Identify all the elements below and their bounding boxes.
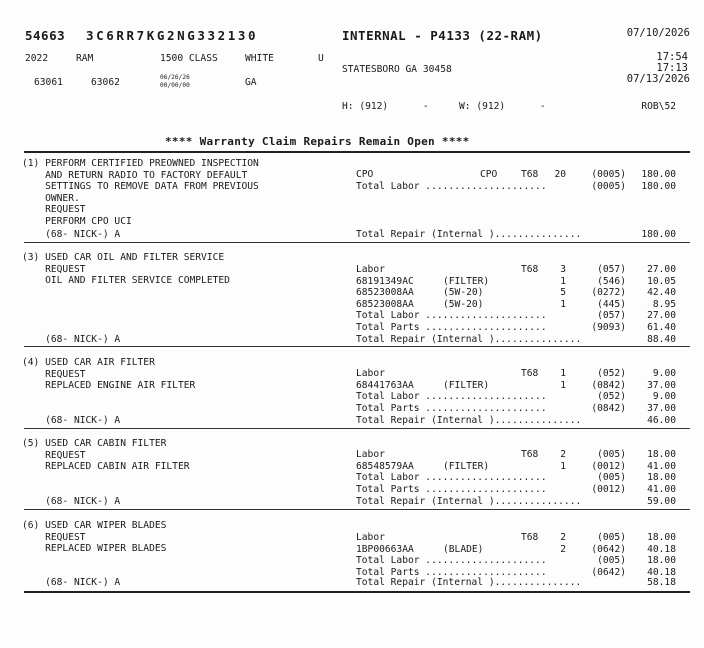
- small-date-1: 06/26/26: [160, 74, 190, 81]
- date-top: 07/10/2026: [626, 27, 690, 39]
- line-item-amount: 18.00: [647, 532, 676, 543]
- date-bottom: 07/13/2026: [626, 73, 690, 85]
- line-item-op: (057): [597, 264, 626, 275]
- line-item-amount: 27.00: [647, 264, 676, 275]
- total-repair-label: Total Repair (Internal )...............: [356, 577, 582, 588]
- line-item-amount: 180.00: [641, 180, 676, 192]
- line-item-op: (005): [597, 532, 626, 543]
- line-item-amount: 37.00: [647, 402, 676, 414]
- line-item-amount: 8.95: [652, 298, 676, 310]
- line-item-code: 68523008AA: [356, 298, 414, 310]
- document-title: INTERNAL - P4133 (22-RAM): [342, 28, 543, 43]
- line-item-amount: 10.05: [647, 275, 676, 287]
- total-repair-value: 88.40: [647, 334, 676, 345]
- repair-description-line: AND RETURN RADIO TO FACTORY DEFAULT: [22, 169, 248, 181]
- total-repair-label: Total Repair (Internal )...............: [356, 334, 582, 345]
- line-item-op: (057): [597, 310, 626, 322]
- repair-description-line: REQUEST: [22, 204, 86, 216]
- customer-state: GA: [245, 77, 257, 88]
- total-repair-label: Total Repair (Internal )...............: [356, 229, 582, 240]
- technician-code: (68- NICK-) A: [22, 229, 121, 240]
- repair-description-line: REQUEST: [22, 368, 86, 380]
- line-item-amount: 40.18: [647, 543, 676, 555]
- line-item-qty: 1: [560, 368, 566, 379]
- line-item-code: 68523008AA: [356, 287, 414, 299]
- line-total-label: Total Parts .....................: [356, 483, 547, 495]
- technician-code: (68- NICK-) A: [22, 334, 121, 345]
- line-item-code: Labor: [356, 449, 385, 460]
- repair-description-line: REPLACED WIPER BLADES: [22, 543, 167, 555]
- time-2: 17:13: [656, 62, 688, 74]
- repair-description-line: OWNER.: [22, 192, 80, 204]
- vehicle-flag: U: [318, 53, 324, 64]
- code-2: 63062: [91, 77, 120, 88]
- repair-description-line: PERFORM CPO UCI: [22, 216, 132, 227]
- repair-description-line: REPLACED CABIN AIR FILTER: [22, 461, 190, 473]
- line-item-op: (0272): [591, 287, 626, 299]
- line-item-qty: 2: [560, 532, 566, 543]
- total-repair-value: 59.00: [647, 496, 676, 507]
- line-item-amount: 37.00: [647, 379, 676, 391]
- advisor-code: ROB\52: [641, 101, 676, 112]
- line-item-op: (0005): [591, 180, 626, 192]
- repair-description-line: REQUEST: [22, 449, 86, 461]
- line-item-code: 68441763AA: [356, 379, 414, 391]
- line-item-tech: T68: [521, 532, 539, 543]
- technician-code: (68- NICK-) A: [22, 496, 121, 507]
- small-date-2: 00/00/00: [160, 82, 190, 89]
- customer-city: STATESBORO GA 30458: [342, 64, 452, 75]
- line-item-amount: 9.00: [652, 368, 676, 379]
- line-item-op: (0012): [591, 460, 626, 472]
- line-item-amount: 27.00: [647, 310, 676, 322]
- line-item-amount: 40.18: [647, 566, 676, 578]
- technician-code: (68- NICK-) A: [22, 577, 121, 588]
- line-item-qty: 1: [560, 275, 566, 287]
- line-item-amount: 18.00: [647, 449, 676, 460]
- technician-code: (68- NICK-) A: [22, 415, 121, 426]
- line-total-label: Total Labor .....................: [356, 310, 547, 322]
- banner-title: **** Warranty Claim Repairs Remain Open ****: [165, 135, 470, 148]
- section-divider: [24, 242, 690, 243]
- total-repair-value: 58.18: [647, 577, 676, 588]
- repair-description-line: REQUEST: [22, 531, 86, 543]
- line-total-label: Total Parts .....................: [356, 566, 547, 578]
- line-item-qty: 2: [560, 449, 566, 460]
- section-divider: [24, 428, 690, 429]
- line-item-code: Labor: [356, 264, 385, 275]
- line-item-qty: 2: [560, 543, 566, 555]
- line-item-op: (0005): [591, 169, 626, 180]
- line-total-label: Total Labor .....................: [356, 555, 547, 567]
- line-item-op: (0842): [591, 379, 626, 391]
- vehicle-color: WHITE: [245, 53, 274, 64]
- line-item-amount: 41.00: [647, 460, 676, 472]
- ro-number: 54663: [25, 28, 66, 43]
- line-item-tech: T68: [521, 449, 539, 460]
- line-item-desc: (FILTER): [443, 379, 490, 391]
- repair-description-line: (3) USED CAR OIL AND FILTER SERVICE: [22, 252, 225, 263]
- line-item-qty: 3: [560, 264, 566, 275]
- repair-description-line: (5) USED CAR CABIN FILTER: [22, 438, 167, 449]
- vin-number: 3C6RR7KG2NG332130: [86, 28, 259, 43]
- line-item-tech: T68: [521, 169, 539, 180]
- line-item-amount: 61.40: [647, 322, 676, 333]
- line-item-code: 1BP00663AA: [356, 543, 414, 555]
- total-repair-label: Total Repair (Internal )...............: [356, 415, 582, 426]
- line-item-amount: 18.00: [647, 555, 676, 567]
- line-item-amount: 9.00: [652, 391, 676, 403]
- line-item-desc: (BLADE): [443, 543, 484, 555]
- vehicle-make: RAM: [76, 53, 94, 64]
- repair-description-line: SETTINGS TO REMOVE DATA FROM PREVIOUS: [22, 181, 259, 193]
- banner-divider: [24, 151, 690, 153]
- line-item-qty: 1: [560, 298, 566, 310]
- line-item-qty: 5: [560, 287, 566, 299]
- line-total-label: Total Labor .....................: [356, 391, 547, 403]
- time-1: 17:54: [656, 51, 688, 63]
- line-item-desc: (5W-20): [443, 287, 484, 299]
- line-item-op: (052): [597, 368, 626, 379]
- line-item-op: (9093): [591, 322, 626, 333]
- code-1: 63061: [34, 77, 63, 88]
- line-item-qty: 1: [560, 379, 566, 391]
- line-item-op: (445): [597, 298, 626, 310]
- repair-description-line: (4) USED CAR AIR FILTER: [22, 357, 155, 368]
- line-item-tech: T68: [521, 264, 539, 275]
- total-repair-value: 46.00: [647, 415, 676, 426]
- work-phone: W: (912) -: [459, 101, 546, 112]
- line-item-amount: 42.40: [647, 287, 676, 299]
- total-repair-value: 180.00: [641, 229, 676, 240]
- line-item-amount: 180.00: [641, 169, 676, 180]
- repair-description-line: REPLACED ENGINE AIR FILTER: [22, 380, 196, 392]
- vehicle-model: 1500 CLASS: [160, 53, 218, 64]
- line-item-code: CPO: [356, 169, 374, 180]
- line-item-desc: CPO: [480, 169, 498, 180]
- line-item-op: (005): [597, 472, 626, 484]
- line-item-desc: (5W-20): [443, 298, 484, 310]
- line-item-tech: T68: [521, 368, 539, 379]
- line-item-amount: 41.00: [647, 483, 676, 495]
- section-divider: [24, 509, 690, 510]
- line-item-op: (0642): [591, 543, 626, 555]
- line-item-op: (005): [597, 449, 626, 460]
- repair-description-line: (6) USED CAR WIPER BLADES: [22, 520, 167, 531]
- line-total-label: Total Labor .....................: [356, 472, 547, 484]
- line-item-desc: (FILTER): [443, 460, 490, 472]
- line-item-code: Labor: [356, 368, 385, 379]
- line-item-desc: (FILTER): [443, 275, 490, 287]
- line-item-amount: 18.00: [647, 472, 676, 484]
- line-item-code: 68548579AA: [356, 460, 414, 472]
- line-item-op: (005): [597, 555, 626, 567]
- line-item-qty: 20: [554, 169, 566, 180]
- repair-description-line: (1) PERFORM CERTIFIED PREOWNED INSPECTION: [22, 158, 259, 169]
- line-total-label: Total Parts .....................: [356, 322, 547, 333]
- line-item-op: (0642): [591, 566, 626, 578]
- repair-description-line: REQUEST: [22, 263, 86, 275]
- vehicle-year: 2022: [25, 53, 49, 64]
- home-phone: H: (912) -: [342, 101, 429, 112]
- section-divider: [24, 591, 690, 593]
- line-item-op: (052): [597, 391, 626, 403]
- section-divider: [24, 346, 690, 347]
- line-item-op: (0012): [591, 483, 626, 495]
- line-total-label: Total Labor .....................: [356, 180, 547, 192]
- line-item-qty: 1: [560, 460, 566, 472]
- line-item-code: 68191349AC: [356, 275, 414, 287]
- line-item-op: (0842): [591, 402, 626, 414]
- total-repair-label: Total Repair (Internal )...............: [356, 496, 582, 507]
- repair-description-line: OIL AND FILTER SERVICE COMPLETED: [22, 275, 230, 287]
- line-item-code: Labor: [356, 532, 385, 543]
- line-total-label: Total Parts .....................: [356, 402, 547, 414]
- line-item-op: (546): [597, 275, 626, 287]
